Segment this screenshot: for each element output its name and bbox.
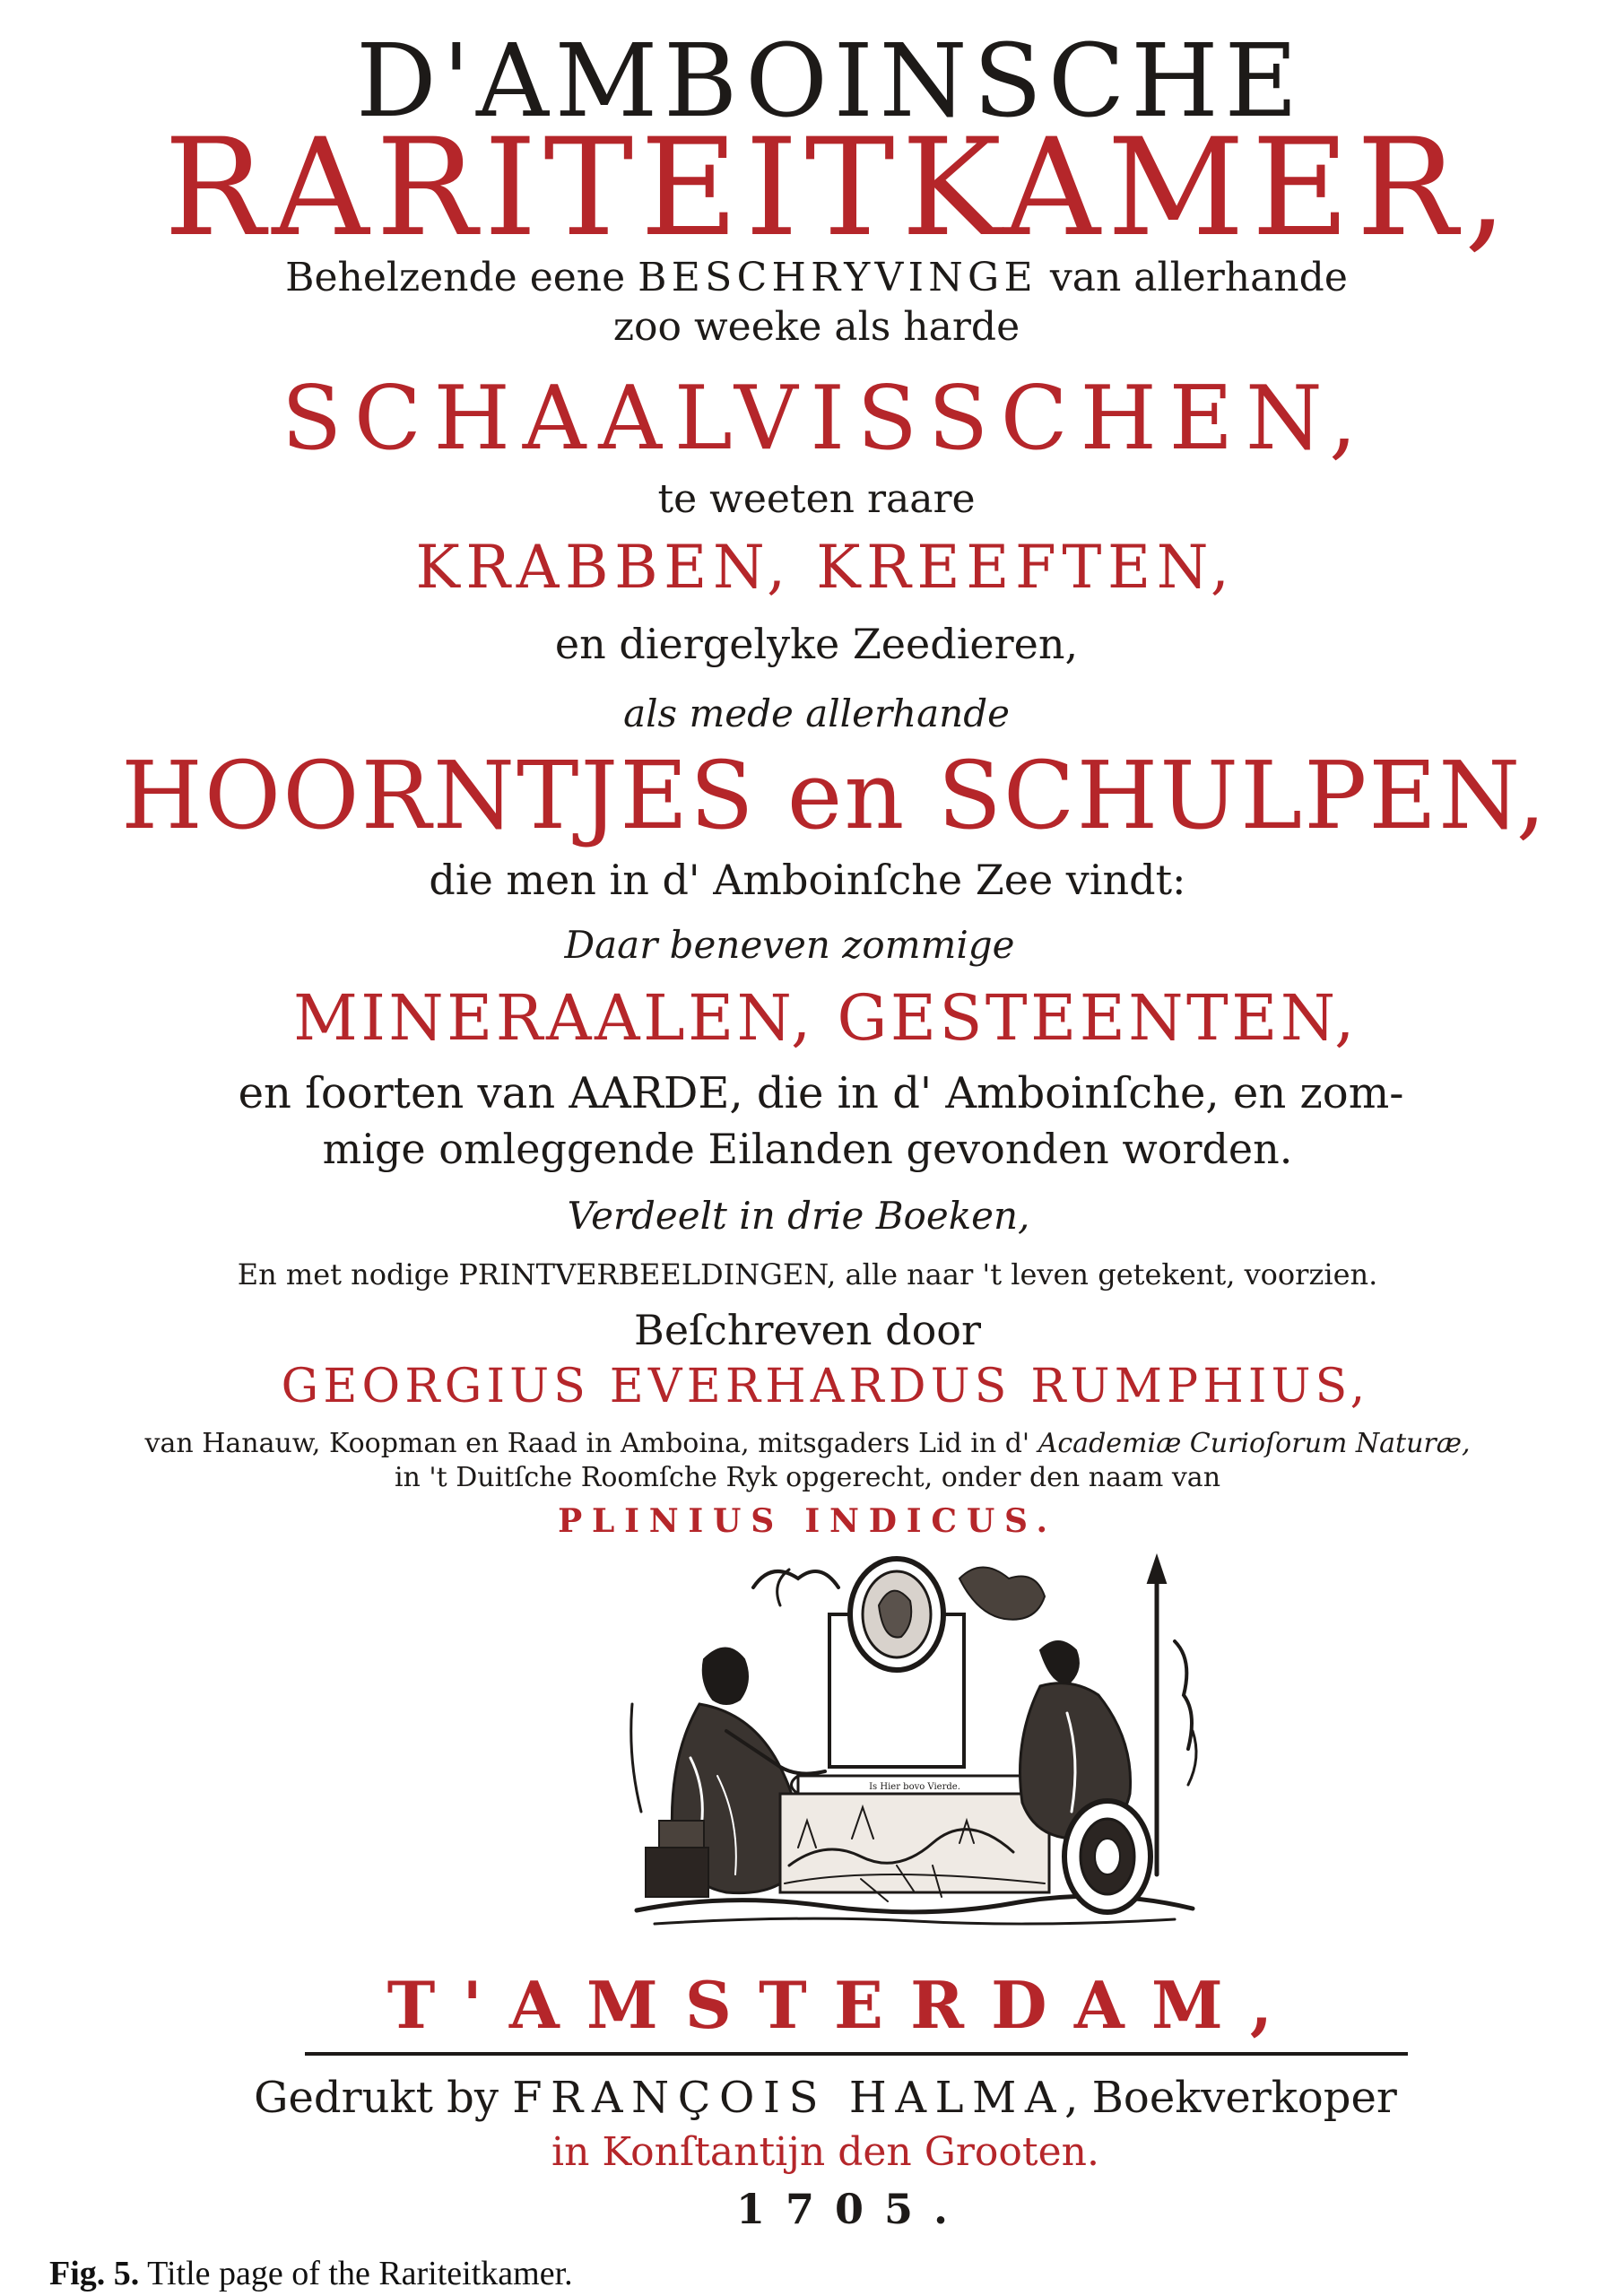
- title-line-krabben: KRABBEN, KREEFTEN,: [415, 533, 1236, 602]
- subtitle-line-behelzende: [9, 255, 1615, 300]
- academiae-text: Academiæ Curioſorum Naturæ,: [1038, 1428, 1471, 1459]
- caption-label: Fig. 5.: [49, 2255, 140, 2292]
- author-description-line2: in 't Duitſche Roomſche Ryk opgerecht, onder den naam van: [394, 1462, 1221, 1493]
- behelzende-text: Behelzende eene: [285, 255, 638, 300]
- hanauw-text: van Hanauw, Koopman en Raad in Amboina, mitsgaders Lid in d': [144, 1428, 1038, 1459]
- subtitle-line-diergelyke: en diergelyke Zeedieren,: [554, 620, 1079, 668]
- vignette-engraving: [631, 1556, 1196, 1924]
- figure-caption: [49, 2254, 573, 2293]
- title-line-amboinsche: D'AMBOINSCHE: [355, 23, 1305, 140]
- imprint-year: 1705.: [735, 2185, 969, 2233]
- boekverkoper-text: , Boekverkoper: [1064, 2073, 1397, 2123]
- vignette-scroll-text: Is Hier bovo Vierde.: [869, 1782, 960, 1792]
- subtitle-line-zoo: zoo weeke als harde: [612, 304, 1020, 350]
- subtitle-line-die-men: die men in d' Amboinſche Zee vindt:: [429, 856, 1186, 904]
- imprint-city: T'AMSTERDAM,: [386, 1967, 1300, 2043]
- allerhande-text: van allerhande: [1037, 255, 1348, 300]
- subtitle-line-te-weeten: te weeten raare: [657, 476, 976, 522]
- author-pseudonym: PLINIUS INDICUS.: [558, 1502, 1057, 1540]
- title-line-hoorntjes: HOORNTJES en SCHULPEN,: [121, 741, 1548, 850]
- subtitle-line-als-mede: als mede allerhande: [623, 691, 1010, 735]
- title-line-mineraalen: MINERAALEN, GESTEENTEN,: [293, 981, 1358, 1055]
- subtitle-line-soorten: en ſoorten van AARDE, die in d' Amboinſche, en zom-: [238, 1068, 1404, 1118]
- author-description-line1: [0, 1428, 1615, 1459]
- subtitle-line-omleggende: mige omleggende Eilanden gevonden worden.: [322, 1125, 1293, 1173]
- subtitle-line-daar-beneven: Daar beneven zommige: [564, 923, 1015, 967]
- title-line-schaalvisschen: SCHAALVISSCHEN,: [281, 368, 1370, 470]
- beschryvinge-text: BESCHRYVINGE: [638, 255, 1038, 300]
- engraved-vignette: [619, 1552, 1211, 1937]
- gedrukt-by-text: Gedrukt by: [254, 2073, 513, 2123]
- subtitle-line-printverbeeldingen: En met nodige PRINTVERBEELDINGEN, alle naar 't leven getekent, voorzien.: [237, 1257, 1378, 1292]
- author-name: GEORGIUS EVERHARDUS RUMPHIUS,: [281, 1360, 1370, 1413]
- subtitle-line-verdeelt: Verdeelt in drie Boeken,: [567, 1194, 1030, 1238]
- printer-name: FRANÇOIS HALMA: [512, 2073, 1065, 2123]
- imprint-printer: [18, 2073, 1615, 2123]
- imprint-shop: in Konſtantijn den Grooten.: [551, 2129, 1099, 2175]
- imprint-rule: [305, 2052, 1408, 2056]
- caption-text: Title page of the Rariteitkamer.: [139, 2255, 573, 2292]
- subtitle-line-beschreven: Beſchreven door: [634, 1306, 981, 1354]
- title-line-rariteitkamer: RARITEITKAMER,: [163, 110, 1515, 266]
